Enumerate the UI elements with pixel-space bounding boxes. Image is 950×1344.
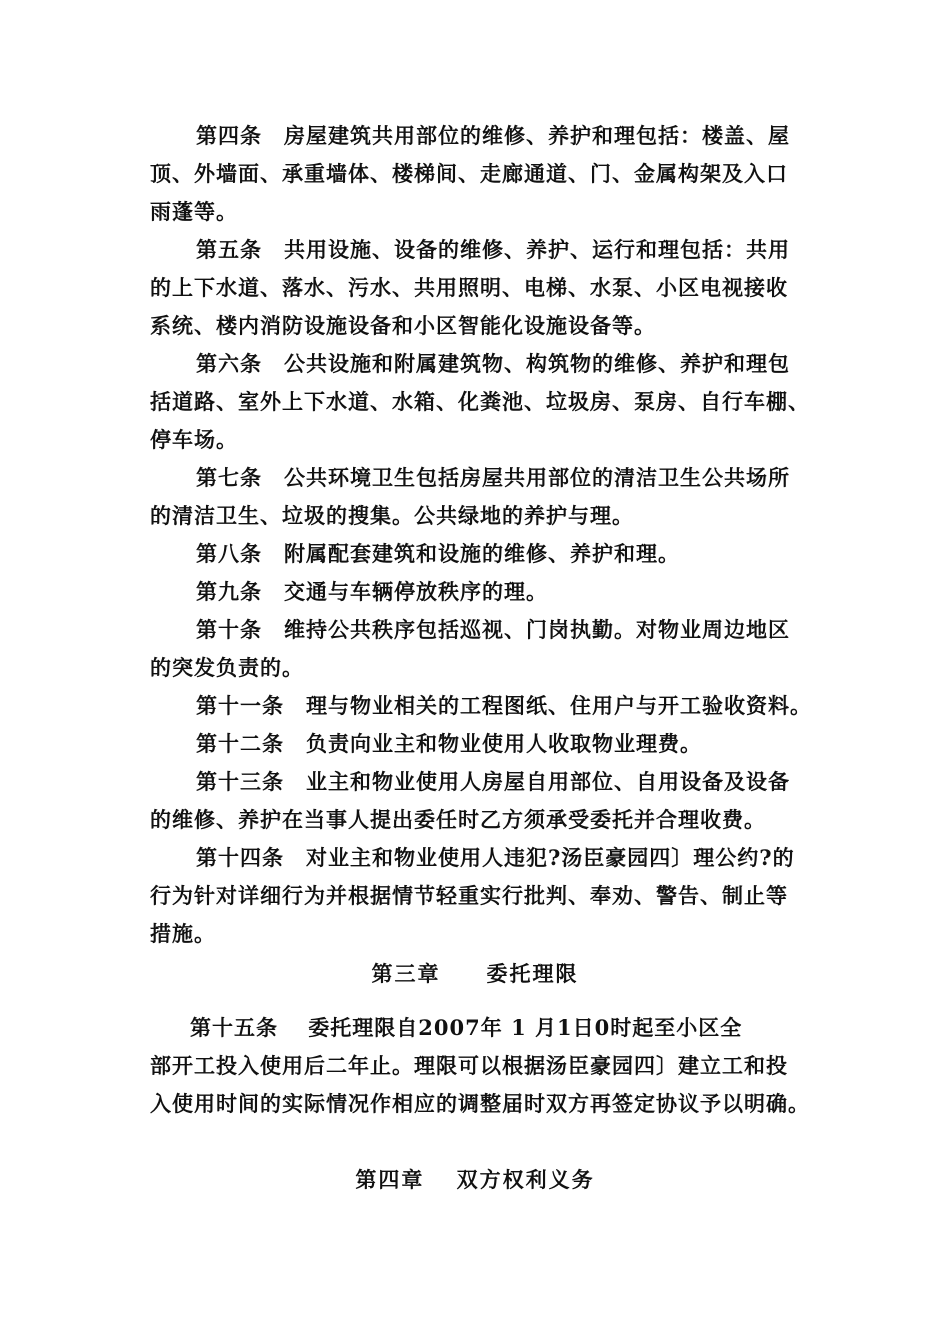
article-5-line-2: 的上下水道、落水、污水、共用照明、电梯、水泵、小区电视接收 bbox=[150, 275, 788, 300]
article-4-line-3: 雨蓬等。 bbox=[150, 199, 238, 224]
article-6-line-3: 停车场。 bbox=[150, 427, 238, 452]
article-13-line-2: 的维修、养护在当事人提出委任时乙方须承受委托并合理收费。 bbox=[150, 807, 766, 832]
article-11-line-1: 第十一条 理与物业相关的工程图纸、住用户与开工验收资料。 bbox=[196, 693, 812, 718]
article-15-line-3: 入使用时间的实际情况作相应的调整届时双方再签定协议予以明确。 bbox=[150, 1091, 810, 1116]
article-4-line-2: 顶、外墙面、承重墙体、楼梯间、走廊通道、门、金属构架及入口 bbox=[150, 161, 788, 186]
article-14-line-2: 行为针对详细行为并根据情节轻重实行批判、奉劝、警告、制止等 bbox=[150, 883, 788, 908]
article-7-line-1: 第七条 公共环境卫生包括房屋共用部位的清洁卫生公共场所 bbox=[196, 465, 790, 490]
chapter-4-heading: 第四章 双方权利义务 bbox=[355, 1167, 595, 1192]
chapter-3-heading: 第三章 委托理限 bbox=[371, 961, 579, 986]
article-5-line-1: 第五条 共用设施、设备的维修、养护、运行和理包括：共用 bbox=[196, 237, 790, 262]
article-10-line-1: 第十条 维持公共秩序包括巡视、门岗执勤。对物业周边地区 bbox=[196, 617, 790, 642]
article-8-line-1: 第八条 附属配套建筑和设施的维修、养护和理。 bbox=[196, 541, 680, 566]
article-14-line-3: 措施。 bbox=[150, 921, 216, 946]
article-5-line-3: 系统、楼内消防设施设备和小区智能化设施设备等。 bbox=[150, 313, 656, 338]
article-12-line-1: 第十二条 负责向业主和物业使用人收取物业理费。 bbox=[196, 731, 702, 756]
article-4-line-1: 第四条 房屋建筑共用部位的维修、养护和理包括：楼盖、屋 bbox=[196, 123, 790, 148]
article-6-line-1: 第六条 公共设施和附属建筑物、构筑物的维修、养护和理包 bbox=[196, 351, 790, 376]
article-6-line-2: 括道路、室外上下水道、水箱、化粪池、垃圾房、泵房、自行车棚、 bbox=[150, 389, 810, 414]
article-15-line-2: 部开工投入使用后二年止。理限可以根据汤臣豪园四〕建立工和投 bbox=[150, 1053, 788, 1078]
article-13-line-1: 第十三条 业主和物业使用人房屋自用部位、自用设备及设备 bbox=[196, 769, 790, 794]
article-14-line-1: 第十四条 对业主和物业使用人违犯?汤臣豪园四〕理公约?的 bbox=[196, 845, 795, 870]
article-9-line-1: 第九条 交通与车辆停放秩序的理。 bbox=[196, 579, 548, 604]
article-7-line-2: 的清洁卫生、垃圾的搜集。公共绿地的养护与理。 bbox=[150, 503, 634, 528]
article-15-line-1: 第十五条 委托理限自2007年 1 月1日0时起至小区全 bbox=[190, 1015, 743, 1040]
article-10-line-2: 的突发负责的。 bbox=[150, 655, 304, 680]
